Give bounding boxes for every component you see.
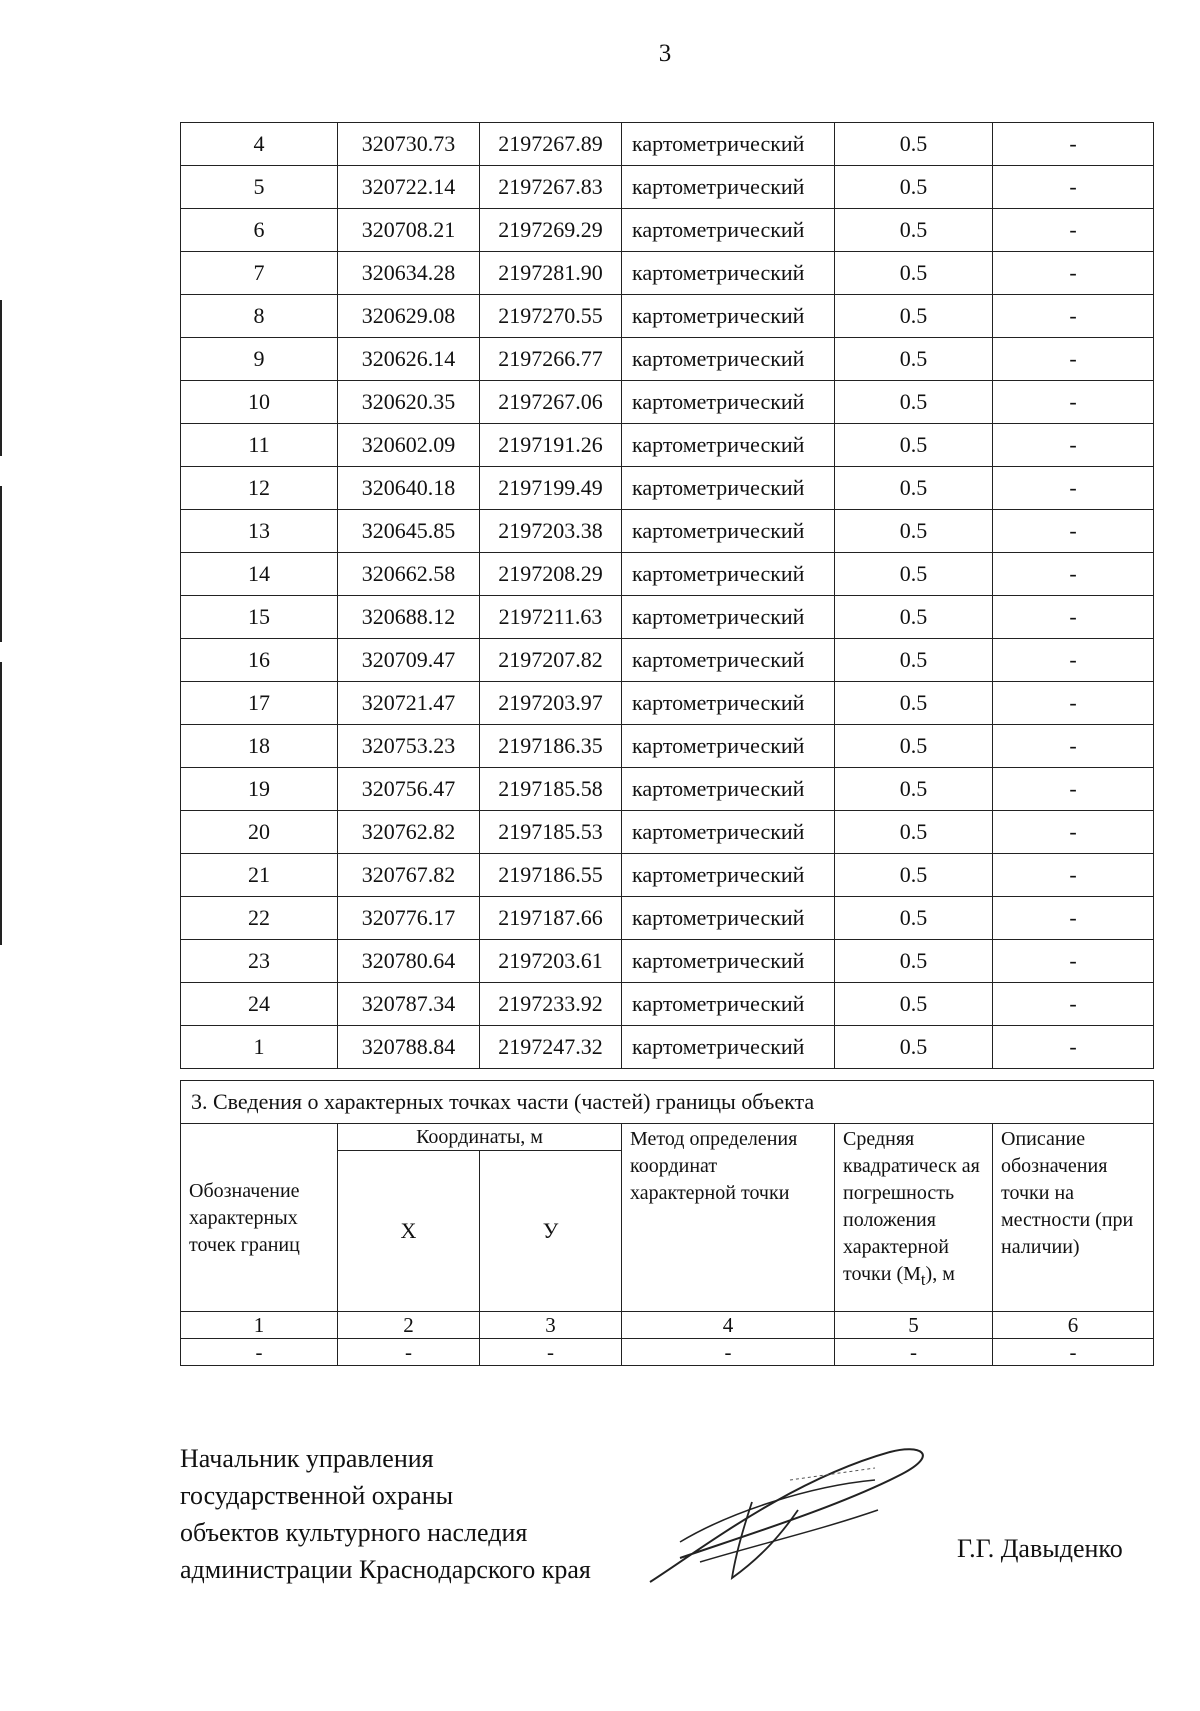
table-row [181, 166, 1154, 209]
table-row [181, 725, 1154, 768]
method-cell: картометрический [622, 381, 835, 424]
point-number-cell: 1 [181, 1026, 338, 1069]
coordinate-x-cell: 320688.12 [338, 596, 480, 639]
section3-table [180, 1080, 1154, 1366]
error-cell: 0.5 [835, 811, 993, 854]
coordinate-y-cell: 2197185.53 [480, 811, 622, 854]
coordinate-y-cell: 2197203.38 [480, 510, 622, 553]
error-cell: 0.5 [835, 510, 993, 553]
coordinate-x-cell: 320776.17 [338, 897, 480, 940]
table-row [181, 381, 1154, 424]
table-row [181, 510, 1154, 553]
description-cell: - [993, 897, 1154, 940]
description-cell: - [993, 424, 1154, 467]
coordinate-x-cell: 320756.47 [338, 768, 480, 811]
table-row [181, 897, 1154, 940]
point-number-cell: 13 [181, 510, 338, 553]
table-row [181, 424, 1154, 467]
point-number-cell: 17 [181, 682, 338, 725]
description-cell: - [993, 338, 1154, 381]
error-cell: 0.5 [835, 252, 993, 295]
point-number-cell: 6 [181, 209, 338, 252]
signer-name: Г.Г. Давыденко [957, 1534, 1123, 1563]
coordinate-y-cell: 2197267.83 [480, 166, 622, 209]
empty-cell: - [622, 1339, 835, 1366]
point-number-cell: 8 [181, 295, 338, 338]
method-cell: картометрический [622, 940, 835, 983]
error-cell: 0.5 [835, 166, 993, 209]
method-cell: картометрический [622, 596, 835, 639]
empty-cell: - [480, 1339, 622, 1366]
error-cell: 0.5 [835, 381, 993, 424]
table-row [181, 768, 1154, 811]
header-description: Описание обозначения точки на местности (при наличии) [993, 1124, 1154, 1312]
empty-cell: - [993, 1339, 1154, 1366]
coordinate-x-cell: 320708.21 [338, 209, 480, 252]
error-cell: 0.5 [835, 854, 993, 897]
header-error-subscript: t [920, 1270, 926, 1289]
error-cell: 0.5 [835, 123, 993, 166]
point-number-cell: 21 [181, 854, 338, 897]
description-cell: - [993, 553, 1154, 596]
table-row [181, 252, 1154, 295]
coordinate-x-cell: 320722.14 [338, 166, 480, 209]
column-number: 6 [993, 1312, 1154, 1339]
table-row [181, 123, 1154, 166]
header-designation: Обозначение характерных точек границ [181, 1124, 338, 1312]
coordinate-x-cell: 320620.35 [338, 381, 480, 424]
header-coordinates: Координаты, м [338, 1124, 622, 1151]
header-y: У [480, 1151, 622, 1312]
coordinate-x-cell: 320730.73 [338, 123, 480, 166]
point-number-cell: 5 [181, 166, 338, 209]
method-cell: картометрический [622, 553, 835, 596]
signatory-position [180, 1440, 591, 1588]
point-number-cell: 23 [181, 940, 338, 983]
method-cell: картометрический [622, 123, 835, 166]
description-cell: - [993, 467, 1154, 510]
point-number-cell: 15 [181, 596, 338, 639]
scan-margin-line [0, 662, 2, 945]
coordinate-y-cell: 2197191.26 [480, 424, 622, 467]
point-number-cell: 18 [181, 725, 338, 768]
section3-caption-row [181, 1081, 1154, 1124]
point-number-cell: 9 [181, 338, 338, 381]
table-row [181, 854, 1154, 897]
description-cell: - [993, 209, 1154, 252]
coordinate-y-cell: 2197185.58 [480, 768, 622, 811]
table-row [181, 639, 1154, 682]
position-line: объектов культурного наследия [180, 1518, 528, 1547]
coordinate-x-cell: 320634.28 [338, 252, 480, 295]
coordinate-x-cell: 320753.23 [338, 725, 480, 768]
method-cell: картометрический [622, 897, 835, 940]
coordinate-x-cell: 320709.47 [338, 639, 480, 682]
coordinate-y-cell: 2197186.35 [480, 725, 622, 768]
coordinate-y-cell: 2197186.55 [480, 854, 622, 897]
error-cell: 0.5 [835, 983, 993, 1026]
coordinate-x-cell: 320629.08 [338, 295, 480, 338]
coordinate-y-cell: 2197266.77 [480, 338, 622, 381]
page-number: 3 [658, 40, 672, 67]
description-cell: - [993, 123, 1154, 166]
method-cell: картометрический [622, 295, 835, 338]
error-cell: 0.5 [835, 553, 993, 596]
coordinate-y-cell: 2197233.92 [480, 983, 622, 1026]
coordinate-x-cell: 320602.09 [338, 424, 480, 467]
position-line: Начальник управления [180, 1444, 434, 1473]
error-cell: 0.5 [835, 768, 993, 811]
method-cell: картометрический [622, 467, 835, 510]
coordinate-x-cell: 320640.18 [338, 467, 480, 510]
point-number-cell: 11 [181, 424, 338, 467]
handwritten-signature [640, 1440, 960, 1590]
header-error [835, 1124, 993, 1312]
column-number: 1 [181, 1312, 338, 1339]
description-cell: - [993, 381, 1154, 424]
section3-header-row [181, 1124, 1154, 1151]
error-cell: 0.5 [835, 1026, 993, 1069]
error-cell: 0.5 [835, 940, 993, 983]
method-cell: картометрический [622, 166, 835, 209]
coordinate-y-cell: 2197199.49 [480, 467, 622, 510]
scan-margin-line [0, 300, 2, 456]
description-cell: - [993, 295, 1154, 338]
method-cell: картометрический [622, 768, 835, 811]
error-cell: 0.5 [835, 897, 993, 940]
section3-caption: 3. Сведения о характерных точках части (частей) границы объекта [181, 1081, 1154, 1124]
column-number: 3 [480, 1312, 622, 1339]
method-cell: картометрический [622, 811, 835, 854]
coordinate-y-cell: 2197267.06 [480, 381, 622, 424]
header-x: X [338, 1151, 480, 1312]
table-row [181, 209, 1154, 252]
coordinate-x-cell: 320787.34 [338, 983, 480, 1026]
coordinate-x-cell: 320645.85 [338, 510, 480, 553]
error-cell: 0.5 [835, 725, 993, 768]
header-error-unit: ), м [925, 1263, 955, 1285]
method-cell: картометрический [622, 725, 835, 768]
coordinate-y-cell: 2197267.89 [480, 123, 622, 166]
point-number-cell: 4 [181, 123, 338, 166]
column-number: 2 [338, 1312, 480, 1339]
column-number: 4 [622, 1312, 835, 1339]
coordinate-x-cell: 320721.47 [338, 682, 480, 725]
points-table-body [181, 123, 1154, 1069]
coordinate-x-cell: 320662.58 [338, 553, 480, 596]
description-cell: - [993, 768, 1154, 811]
method-cell: картометрический [622, 639, 835, 682]
coordinate-y-cell: 2197207.82 [480, 639, 622, 682]
point-number-cell: 19 [181, 768, 338, 811]
coordinate-y-cell: 2197208.29 [480, 553, 622, 596]
position-line: государственной охраны [180, 1481, 454, 1510]
description-cell: - [993, 854, 1154, 897]
empty-cell: - [338, 1339, 480, 1366]
method-cell: картометрический [622, 338, 835, 381]
description-cell: - [993, 682, 1154, 725]
error-cell: 0.5 [835, 467, 993, 510]
coordinate-x-cell: 320780.64 [338, 940, 480, 983]
error-cell: 0.5 [835, 338, 993, 381]
empty-cell: - [835, 1339, 993, 1366]
description-cell: - [993, 510, 1154, 553]
table-row [181, 682, 1154, 725]
method-cell: картометрический [622, 510, 835, 553]
empty-cell: - [181, 1339, 338, 1366]
point-number-cell: 24 [181, 983, 338, 1026]
description-cell: - [993, 725, 1154, 768]
table-row [181, 1026, 1154, 1069]
header-error-text: Средняя квадратическ ая погрешность положения характерной точки (M [843, 1128, 980, 1285]
method-cell: картометрический [622, 983, 835, 1026]
header-method: Метод определения координат характерной точки [622, 1124, 835, 1312]
table-row [181, 338, 1154, 381]
point-number-cell: 12 [181, 467, 338, 510]
table-row [181, 596, 1154, 639]
column-number-row [181, 1312, 1154, 1339]
coordinate-y-cell: 2197270.55 [480, 295, 622, 338]
coordinate-y-cell: 2197203.61 [480, 940, 622, 983]
coordinate-y-cell: 2197187.66 [480, 897, 622, 940]
table-row [181, 553, 1154, 596]
coordinate-y-cell: 2197269.29 [480, 209, 622, 252]
coordinate-x-cell: 320788.84 [338, 1026, 480, 1069]
points-table [180, 122, 1154, 1069]
coordinate-x-cell: 320767.82 [338, 854, 480, 897]
point-number-cell: 16 [181, 639, 338, 682]
description-cell: - [993, 811, 1154, 854]
point-number-cell: 20 [181, 811, 338, 854]
position-line: администрации Краснодарского края [180, 1555, 591, 1584]
description-cell: - [993, 166, 1154, 209]
coordinate-x-cell: 320762.82 [338, 811, 480, 854]
point-number-cell: 22 [181, 897, 338, 940]
error-cell: 0.5 [835, 639, 993, 682]
coordinate-x-cell: 320626.14 [338, 338, 480, 381]
description-cell: - [993, 596, 1154, 639]
method-cell: картометрический [622, 424, 835, 467]
description-cell: - [993, 639, 1154, 682]
column-number: 5 [835, 1312, 993, 1339]
table-row [181, 467, 1154, 510]
table-row [181, 295, 1154, 338]
method-cell: картометрический [622, 854, 835, 897]
coordinate-y-cell: 2197211.63 [480, 596, 622, 639]
error-cell: 0.5 [835, 682, 993, 725]
point-number-cell: 7 [181, 252, 338, 295]
coordinate-y-cell: 2197247.32 [480, 1026, 622, 1069]
method-cell: картометрический [622, 252, 835, 295]
error-cell: 0.5 [835, 596, 993, 639]
description-cell: - [993, 940, 1154, 983]
description-cell: - [993, 1026, 1154, 1069]
table-row [181, 940, 1154, 983]
coordinate-y-cell: 2197203.97 [480, 682, 622, 725]
error-cell: 0.5 [835, 424, 993, 467]
method-cell: картометрический [622, 1026, 835, 1069]
error-cell: 0.5 [835, 295, 993, 338]
table-row [181, 811, 1154, 854]
point-number-cell: 14 [181, 553, 338, 596]
point-number-cell: 10 [181, 381, 338, 424]
scan-margin-line [0, 486, 2, 642]
empty-data-row [181, 1339, 1154, 1366]
description-cell: - [993, 252, 1154, 295]
coordinate-y-cell: 2197281.90 [480, 252, 622, 295]
description-cell: - [993, 983, 1154, 1026]
method-cell: картометрический [622, 682, 835, 725]
error-cell: 0.5 [835, 209, 993, 252]
method-cell: картометрический [622, 209, 835, 252]
table-row [181, 983, 1154, 1026]
